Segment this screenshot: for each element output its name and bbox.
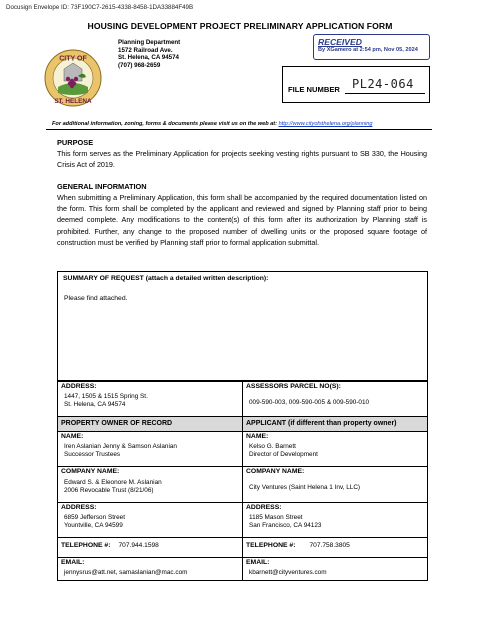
svg-text:ST. HELENA: ST. HELENA (54, 98, 92, 105)
info-line (52, 121, 372, 127)
department-address1: 1572 Railroad Ave. (118, 46, 173, 54)
applicant-telephone-field[interactable] (242, 537, 428, 558)
applicant-email-label: EMAIL: (246, 559, 270, 566)
summary-box[interactable] (57, 271, 428, 381)
parcel-number-field[interactable] (242, 381, 428, 417)
project-address-line2: St. Helena, CA 94574 (64, 401, 126, 409)
owner-company-field[interactable] (57, 466, 243, 503)
divider (46, 129, 432, 130)
purpose-text: This form serves as the Preliminary Application for projects seeking vesting rights pursuant to SB 330, the Housing Crisis Act of 2019. (57, 149, 427, 170)
applicant-name-field[interactable] (242, 431, 428, 467)
applicant-heading: APPLICANT (if different than property owner) (246, 420, 397, 427)
summary-value: Please find attached. (64, 295, 128, 302)
file-number-value[interactable]: PL24-064 (352, 77, 414, 91)
applicant-telephone-value: 707.758.3805 (309, 542, 350, 549)
owner-name-line2: Successor Trustees (64, 451, 121, 459)
owner-address-label: ADDRESS: (61, 504, 97, 511)
owner-email-field[interactable] (57, 557, 243, 581)
project-address-value (64, 393, 148, 410)
department-address2: St. Helena, CA 94574 (118, 54, 179, 62)
applicant-email-value: kbarnett@cityventures.com (249, 569, 327, 576)
owner-email-value: jennysrus@att.net, samaslanian@mac.com (64, 569, 188, 576)
owner-address-field[interactable] (57, 502, 243, 538)
applicant-name-label: NAME: (246, 433, 269, 440)
applicant-company-label: COMPANY NAME: (246, 468, 305, 475)
applicant-section-header (242, 416, 428, 432)
applicant-telephone-row (246, 542, 350, 549)
received-stamp-detail: By XGamero at 2:54 pm, Nov 05, 2024 (318, 47, 418, 53)
owner-telephone-value: 707.944.1598 (118, 542, 159, 549)
owner-section-header (57, 416, 243, 432)
project-address-field[interactable] (57, 381, 243, 417)
owner-company-line2: 2006 Revocable Trust (8/21/06) (64, 487, 154, 495)
general-heading: GENERAL INFORMATION (57, 182, 147, 191)
parcel-number-label: ASSESSORS PARCEL NO(S): (246, 383, 341, 390)
owner-telephone-row (61, 542, 159, 549)
owner-name-field[interactable] (57, 431, 243, 467)
applicant-address-line2: San Francisco, CA 94123 (249, 522, 322, 530)
file-number-label: FILE NUMBER (288, 85, 340, 94)
applicant-name-line1: Kelso G. Barnett (249, 443, 296, 450)
info-line-text: For additional information, zoning, forms & documents please visit us on the web at: (52, 121, 279, 127)
parcel-number-value: 009-590-003, 009-590-005 & 009-590-010 (249, 399, 370, 406)
applicant-address-label: ADDRESS: (246, 504, 282, 511)
owner-address-value (64, 514, 125, 531)
owner-telephone-field[interactable] (57, 537, 243, 558)
received-stamp (313, 34, 430, 60)
general-text: When submitting a Preliminary Application, this form shall be accompanied by the required documentation listed on the form. This form shall be completed by the applicant and reviewed and signed by Planning staff prior to being deemed complete. Any modifications to the content(s) of this form after its authorization by Planning staff is prohibited. Further, any change to the proposed number of dwelling units or the proposed square footage of construction must be verified by Planning staff prior to formal application submittal. (57, 193, 427, 247)
applicant-name-line2: Director of Development (249, 451, 318, 459)
owner-company-value (64, 479, 162, 496)
svg-text:CITY OF: CITY OF (59, 55, 87, 63)
owner-company-line1: Edward S. & Eleonore M. Aslanian (64, 479, 162, 486)
applicant-address-value (249, 514, 321, 531)
department-name: Planning Department (118, 39, 181, 46)
owner-email-label: EMAIL: (61, 559, 85, 566)
applicant-name-value (249, 443, 318, 460)
summary-heading: SUMMARY OF REQUEST (attach a detailed written description): (63, 275, 269, 282)
applicant-company-value: City Ventures (Saint Helena 1 Inv, LLC) (249, 484, 361, 491)
owner-name-value (64, 443, 177, 460)
owner-telephone-label: TELEPHONE #: (61, 542, 111, 549)
applicant-email-field[interactable] (242, 557, 428, 581)
owner-address-line1: 6859 Jefferson Street (64, 514, 125, 521)
project-address-line1: 1447, 1505 & 1515 Spring St. (64, 393, 148, 400)
applicant-address-field[interactable] (242, 502, 428, 538)
received-stamp-title: RECEIVED (318, 37, 362, 47)
owner-name-label: NAME: (61, 433, 84, 440)
department-phone: (707) 968-2659 (118, 61, 161, 69)
owner-heading: PROPERTY OWNER OF RECORD (61, 420, 173, 427)
file-number-box (282, 66, 430, 103)
project-address-label: ADDRESS: (61, 383, 97, 390)
city-seal-logo (44, 49, 102, 107)
owner-name-line1: Iren Aslanian Jenny & Samson Aslanian (64, 443, 177, 450)
envelope-id: Docusign Envelope ID: 73F190C7-2615-4338-8458-1DA33884F49B (6, 4, 194, 11)
purpose-heading: PURPOSE (57, 138, 94, 147)
file-number-line (345, 93, 425, 94)
applicant-address-line1: 1185 Mason Street (249, 514, 303, 521)
planning-website-link[interactable]: http://www.cityofsthelena.org/planning (278, 121, 373, 127)
department-info (118, 39, 180, 69)
owner-company-label: COMPANY NAME: (61, 468, 120, 475)
owner-address-line2: Yountville, CA 94599 (64, 522, 123, 530)
applicant-telephone-label: TELEPHONE #: (246, 542, 296, 549)
applicant-company-field[interactable] (242, 466, 428, 503)
form-title: HOUSING DEVELOPMENT PROJECT PRELIMINARY APPLICATION FORM (87, 21, 393, 31)
